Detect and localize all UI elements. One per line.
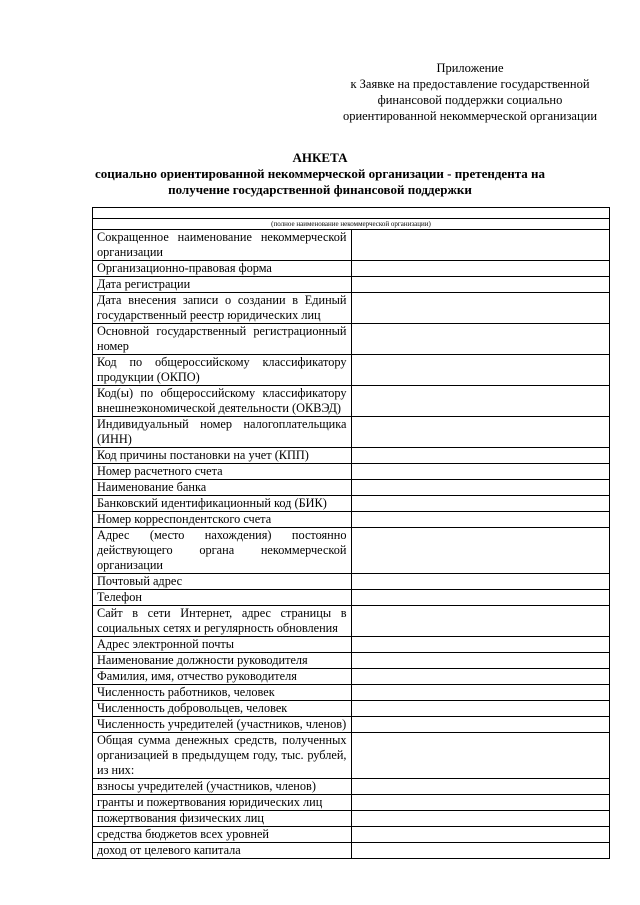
table-row — [93, 653, 610, 669]
table-row — [93, 606, 610, 637]
field-label: Наименование банка — [93, 480, 352, 496]
table-row — [93, 843, 610, 859]
field-value[interactable] — [351, 528, 610, 574]
field-label: Адрес электронной почты — [93, 637, 352, 653]
field-value[interactable] — [351, 480, 610, 496]
form-subtitle-line: социально ориентированной некоммерческой организации - претендента на — [95, 166, 545, 181]
field-label: доход от целевого капитала — [93, 843, 352, 859]
appendix-header — [320, 60, 620, 124]
field-label: Фамилия, имя, отчество руководителя — [93, 669, 352, 685]
field-value[interactable] — [351, 811, 610, 827]
table-row — [93, 795, 610, 811]
table-row — [93, 480, 610, 496]
field-label: Численность добровольцев, человек — [93, 701, 352, 717]
table-row — [93, 685, 610, 701]
field-value[interactable] — [351, 606, 610, 637]
form-title — [60, 150, 580, 198]
field-label: Дата регистрации — [93, 277, 352, 293]
table-row — [93, 293, 610, 324]
field-value[interactable] — [351, 574, 610, 590]
field-value[interactable] — [351, 637, 610, 653]
field-value[interactable] — [351, 717, 610, 733]
table-row — [93, 574, 610, 590]
field-value[interactable] — [351, 355, 610, 386]
field-label: гранты и пожертвования юридических лиц — [93, 795, 352, 811]
field-value[interactable] — [351, 417, 610, 448]
field-value[interactable] — [351, 779, 610, 795]
field-label: Адрес (место нахождения) постоянно действующего органа некоммерческой организации — [93, 528, 352, 574]
field-value[interactable] — [351, 685, 610, 701]
field-value[interactable] — [351, 448, 610, 464]
table-row — [93, 733, 610, 779]
field-label: Номер корреспондентского счета — [93, 512, 352, 528]
field-value[interactable] — [351, 733, 610, 779]
field-label: Код по общероссийскому классификатору продукции (ОКПО) — [93, 355, 352, 386]
table-row — [93, 669, 610, 685]
table-row — [93, 355, 610, 386]
table-row — [93, 261, 610, 277]
field-label: пожертвования физических лиц — [93, 811, 352, 827]
table-row — [93, 417, 610, 448]
field-value[interactable] — [351, 386, 610, 417]
table-row — [93, 324, 610, 355]
field-value[interactable] — [351, 230, 610, 261]
field-value[interactable] — [351, 701, 610, 717]
field-label: Банковский идентификационный код (БИК) — [93, 496, 352, 512]
field-value[interactable] — [351, 512, 610, 528]
field-value[interactable] — [351, 261, 610, 277]
appendix-line: финансовой поддержки социально — [377, 93, 563, 107]
field-label: Почтовый адрес — [93, 574, 352, 590]
field-value[interactable] — [351, 843, 610, 859]
field-label: Численность работников, человек — [93, 685, 352, 701]
field-label: Код(ы) по общероссийскому классификатору внешнеэкономической деятельности (ОКВЭД) — [93, 386, 352, 417]
appendix-line: Приложение — [436, 61, 504, 75]
field-value[interactable] — [351, 277, 610, 293]
org-name-hint-row — [93, 219, 610, 230]
field-value[interactable] — [351, 464, 610, 480]
table-row — [93, 827, 610, 843]
field-value[interactable] — [351, 496, 610, 512]
appendix-line: к Заявке на предоставление государственной — [350, 77, 590, 91]
field-value[interactable] — [351, 669, 610, 685]
field-value[interactable] — [351, 590, 610, 606]
questionnaire-table — [92, 207, 610, 859]
org-name-hint: (полное наименование некоммерческой организации) — [93, 219, 610, 230]
table-row — [93, 528, 610, 574]
table-row — [93, 717, 610, 733]
table-row — [93, 448, 610, 464]
table-row — [93, 496, 610, 512]
table-row — [93, 637, 610, 653]
field-label: Основной государственный регистрационный номер — [93, 324, 352, 355]
field-label: Номер расчетного счета — [93, 464, 352, 480]
field-label: Код причины постановки на учет (КПП) — [93, 448, 352, 464]
field-label: взносы учредителей (участников, членов) — [93, 779, 352, 795]
field-label: Сайт в сети Интернет, адрес страницы в социальных сетях и регулярность обновления — [93, 606, 352, 637]
table-row — [93, 701, 610, 717]
field-label: Телефон — [93, 590, 352, 606]
table-row — [93, 811, 610, 827]
field-label: Индивидуальный номер налогоплательщика (ИНН) — [93, 417, 352, 448]
table-row — [93, 779, 610, 795]
field-label: Общая сумма денежных средств, полученных организацией в предыдущем году, тыс. рублей, из них: — [93, 733, 352, 779]
field-value[interactable] — [351, 293, 610, 324]
appendix-line: ориентированной некоммерческой организации — [342, 109, 598, 123]
form-subtitle-line: получение государственной финансовой поддержки — [168, 182, 472, 197]
table-row — [93, 277, 610, 293]
table-row — [93, 386, 610, 417]
org-name-field[interactable] — [93, 208, 610, 219]
field-value[interactable] — [351, 653, 610, 669]
table-row — [93, 590, 610, 606]
field-label: средства бюджетов всех уровней — [93, 827, 352, 843]
field-label: Организационно-правовая форма — [93, 261, 352, 277]
org-name-row — [93, 208, 610, 219]
field-label: Сокращенное наименование некоммерческой организации — [93, 230, 352, 261]
field-label: Дата внесения записи о создании в Единый государственный реестр юридических лиц — [93, 293, 352, 324]
table-row — [93, 512, 610, 528]
field-label: Численность учредителей (участников, членов) — [93, 717, 352, 733]
form-heading: АНКЕТА — [292, 150, 348, 165]
field-value[interactable] — [351, 795, 610, 811]
field-value[interactable] — [351, 827, 610, 843]
table-row — [93, 230, 610, 261]
field-value[interactable] — [351, 324, 610, 355]
table-row — [93, 464, 610, 480]
field-label: Наименование должности руководителя — [93, 653, 352, 669]
